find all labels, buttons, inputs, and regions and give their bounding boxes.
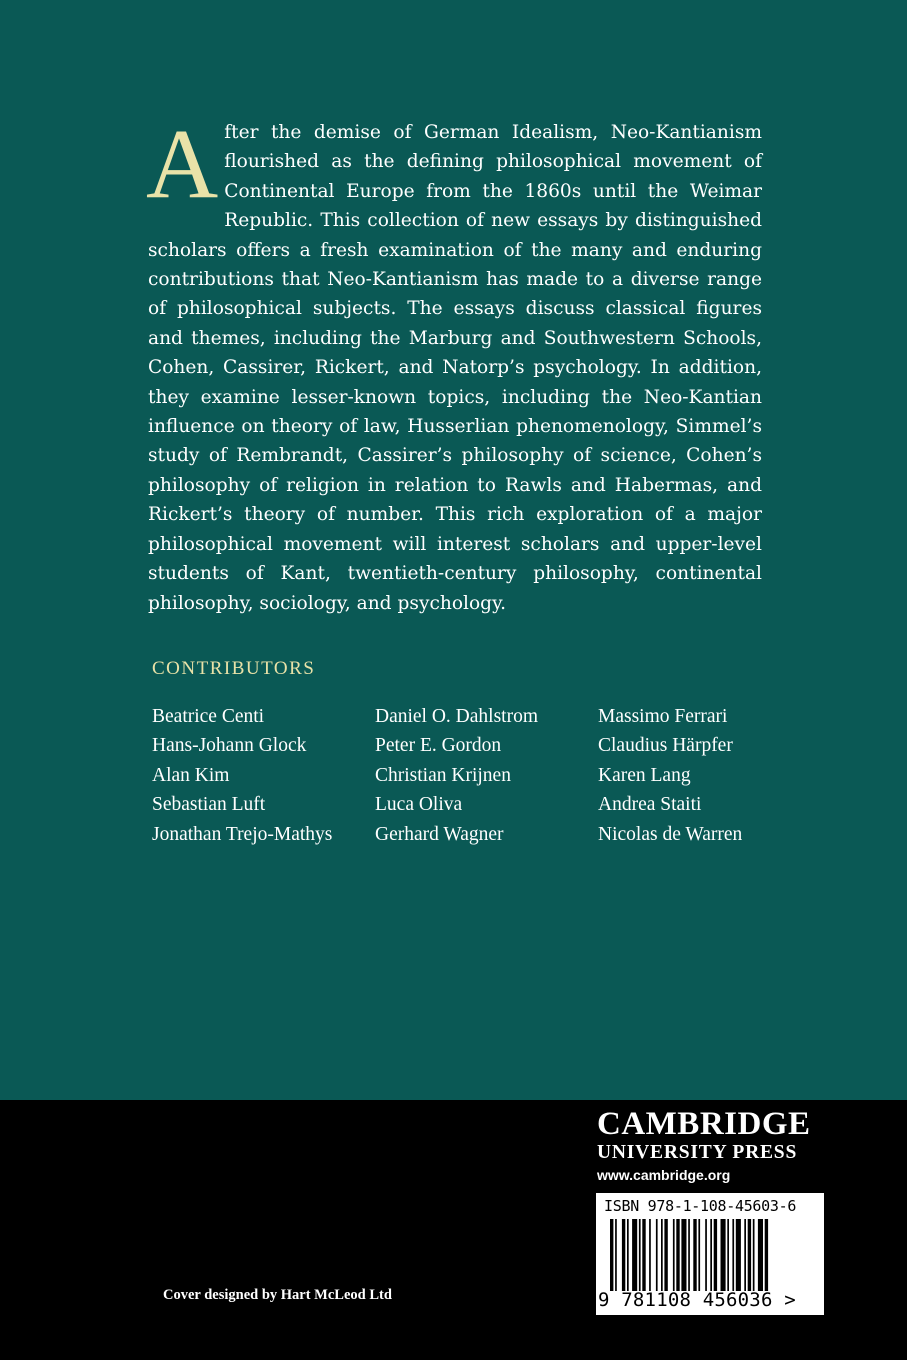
barcode-bar <box>688 1219 690 1291</box>
publisher-subtitle: UNIVERSITY PRESS <box>597 1142 798 1163</box>
barcode-bar <box>639 1219 641 1291</box>
contributor-name: Karen Lang <box>598 764 691 786</box>
barcode-bar <box>698 1219 700 1291</box>
contributor-name: Jonathan Trejo-Mathys <box>152 823 333 845</box>
contributor-name: Sebastian Luft <box>152 794 266 816</box>
barcode-bar <box>714 1219 717 1291</box>
barcode-bar <box>758 1219 763 1291</box>
barcode-bar <box>661 1219 663 1291</box>
contributor-name: Alan Kim <box>152 764 230 786</box>
contributor-name: Beatrice Centi <box>152 706 265 727</box>
barcode-bar <box>664 1219 667 1291</box>
barcode-bar <box>649 1219 651 1291</box>
barcode-bar <box>744 1219 746 1291</box>
contributors-heading: CONTRIBUTORS <box>152 658 316 679</box>
contributor-name: Peter E. Gordon <box>375 735 502 757</box>
barcode-bar <box>632 1219 637 1291</box>
barcode-bar <box>673 1219 675 1291</box>
barcode-bar <box>765 1219 768 1291</box>
contributor-name: Luca Oliva <box>375 794 463 816</box>
contributors-list <box>152 702 792 849</box>
contributor-name: Nicolas de Warren <box>598 823 743 845</box>
barcode-bar <box>656 1219 658 1291</box>
barcode-box <box>596 1193 824 1315</box>
publisher-name: CAMBRIDGE <box>597 1106 811 1142</box>
contributor-name: Massimo Ferrari <box>598 706 728 727</box>
contributor-name: Hans-Johann Glock <box>152 735 307 757</box>
barcode-bar <box>693 1219 696 1291</box>
blurb <box>146 108 762 618</box>
barcode-bar <box>615 1219 617 1291</box>
cover-credit: Cover designed by Hart McLeod Ltd <box>163 1287 392 1303</box>
publisher-logo <box>597 1106 811 1186</box>
barcode-bar <box>748 1219 751 1291</box>
barcode-bar <box>642 1219 645 1291</box>
barcode-bar <box>681 1219 686 1291</box>
publisher-url: www.cambridge.org <box>597 1167 731 1183</box>
barcode-bar <box>753 1219 755 1291</box>
barcode-bar <box>721 1219 726 1291</box>
barcode-bar <box>732 1219 734 1291</box>
barcode-icon <box>610 1219 810 1291</box>
barcode-bar <box>627 1219 629 1291</box>
barcode-bar <box>736 1219 741 1291</box>
barcode-bar <box>710 1219 712 1291</box>
contributor-name: Gerhard Wagner <box>375 823 504 845</box>
blurb-text: fter the demise of German Idealism, Neo-Kantianism flourished as the defining philosophical movement of Continental Europe from the 1860s until the Weimar Republic. This collection of new essays by distinguished scholars offers a fresh examination of the many and enduring contributions that Neo-Kantianism has made to a diverse range of philosophical subjects. The essays discuss classical figures and themes, including the Marburg and Southwestern Schools, Cohen, Cassirer, Rickert, and Natorp’s psychology. In addition, they examine lesser-known topics, including the Neo-Kantian influence on theory of law, Husserlian phenomenology, Simmel’s study of Rembrandt, Cassirer’s philosophy of science, Cohen’s philosophy of religion in relation to Rawls and Habermas, and Rickert’s theory of number. This rich exploration of a major philosophical movement will interest scholars and upper-level students of Kant, twentieth-century philosophy, continental philosophy, sociology, and psychology. <box>148 122 762 614</box>
contributor-name: Christian Krijnen <box>375 764 511 786</box>
barcode-bar <box>727 1219 729 1291</box>
contributor-name: Daniel O. Dahlstrom <box>375 706 539 727</box>
barcode-bar <box>622 1219 625 1291</box>
barcode-bar <box>705 1219 707 1291</box>
contributor-name: Andrea Staiti <box>598 794 702 816</box>
barcode-bar <box>610 1219 613 1291</box>
isbn-label: ISBN 978-1-108-45603-6 <box>604 1197 797 1215</box>
ean-digits: 9 781108 456036 > <box>598 1289 796 1311</box>
barcode-bar <box>676 1219 679 1291</box>
drop-cap: A <box>146 108 219 219</box>
contributor-name: Claudius Härpfer <box>598 735 733 757</box>
